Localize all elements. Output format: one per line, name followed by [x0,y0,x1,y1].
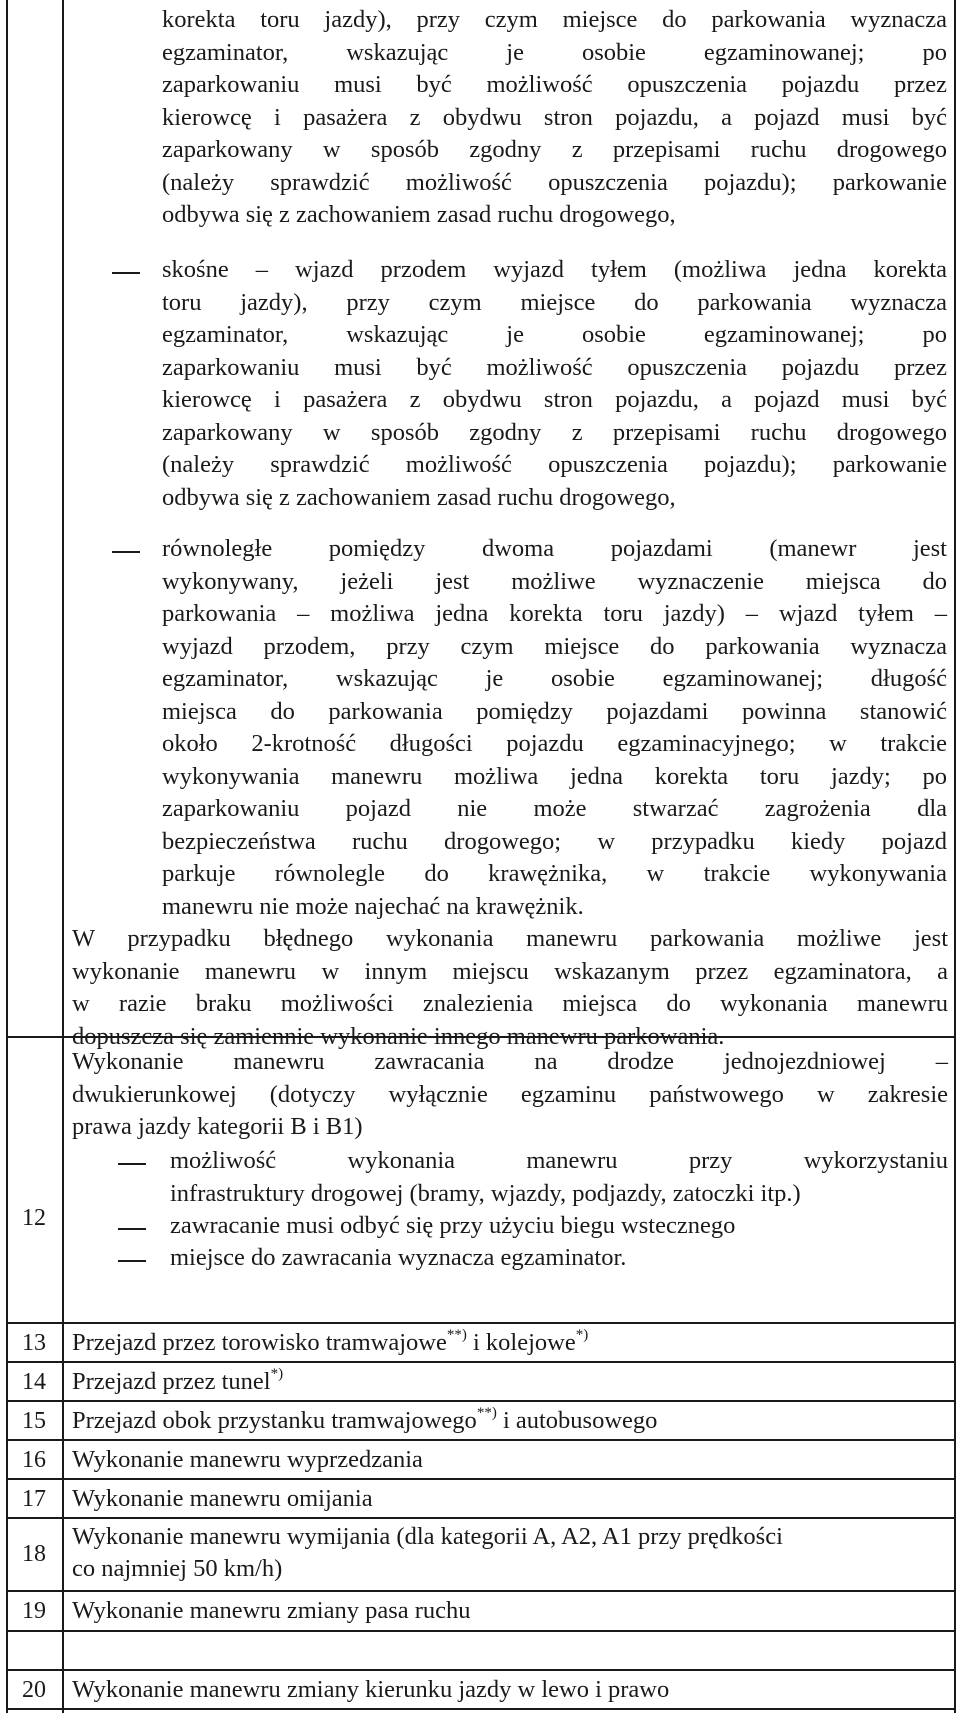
parking-item-skosne: skośne – wjazd przodem wyjazd tyłem (możliwa jedna korekta toru jazdy), przy czym miejsce do parkowania wyznacza egzaminator, wskazując je osobie egzaminowanej; po zaparkowaniu musi być możliwość opuszczenia pojazdu przez kierowcę i pasażera z obydwu stron pojazdu, a pojazd musi być zaparkowany w sposób zgodny z przepisami ruchu drogowego (należy sprawdzić możliwość opuszczenia pojazdu); parkowanie odbywa się z zachowaniem zasad ruchu drogowego, [162,256,947,511]
row-text-tram-rail-crossing: Przejazd przez torowisko tramwajowe**) i kolejowe*) [72,1326,589,1356]
row-number: 19 [22,1598,46,1624]
row-text-direction-change: Wykonanie manewru zmiany kierunku jazdy w lewo i prawo [72,1676,670,1703]
u-turn-bullet-place: miejsce do zawracania wyznacza egzaminator. [170,1244,627,1271]
row-divider [6,1517,956,1519]
table-right-border [954,0,956,1713]
row-divider [6,1669,956,1671]
row-divider [6,1361,956,1363]
row-number: 13 [22,1330,46,1356]
row-text-avoiding: Wykonanie manewru omijania [72,1485,373,1512]
parking-item-rownolegle: równoległe pomiędzy dwoma pojazdami (manewr jest wykonywany, jeżeli jest możliwe wyznaczenie miejsca do parkowania – możliwa jedna korekta toru jazdy) – wjazd tyłem – wyjazd przodem, przy czym miejsce do parkowania wyznacza egzaminator, wskazując je osobie egzaminowanej; długość miejsca do parkowania pomiędzy pojazdami powinna stanowić około 2-krotność długości pojazdu egzaminacyjnego; w trakcie wykonywania manewru możliwa jedna korekta toru jazdy; po zaparkowaniu pojazd nie może stwarzać zagrożenia dla bezpieczeństwa ruchu drogowego; w przypadku kiedy pojazd parkuje równolegle do krawężnika, w trakcie wykonywania manewru nie może najechać na krawężnik. [162,535,947,920]
row-number: 18 [22,1541,46,1567]
row-number: 17 [22,1486,46,1512]
bullet-dash [118,1163,146,1165]
table-bottom-border [6,1708,956,1710]
bullet-dash [118,1260,146,1262]
row-text-passing: Wykonanie manewru wymijania (dla kategorii A, A2, A1 przy prędkości co najmniej 50 km/h) [72,1523,783,1582]
u-turn-bullet-reverse-gear: zawracanie musi odbyć się przy użyciu biegu wstecznego [170,1212,736,1239]
row-text-overtaking: Wykonanie manewru wyprzedzania [72,1446,423,1473]
row-divider [6,1322,956,1324]
row-number: 16 [22,1447,46,1473]
row-text-stop-passing: Przejazd obok przystanku tramwajowego**) i autobusowego [72,1404,658,1434]
u-turn-intro: Wykonanie manewru zawracania na drodze jednojezdniowej – dwukierunkowej (dotyczy wyłącznie egzaminu państwowego w zakresie prawa jazdy kategorii B i B1) [72,1048,948,1140]
bullet-dash [112,272,140,274]
row-number: 20 [22,1677,46,1703]
bullet-dash [118,1228,146,1230]
parking-note: W przypadku błędnego wykonania manewru parkowania możliwe jest wykonanie manewru w innym miejscu wskazanym przez egzaminatora, a w razie braku możliwości znalezienia miejsca do wykonania manewru dopuszcza się zamiennie wykonanie innego manewru parkowania. [72,925,948,1050]
row-divider [6,1630,956,1632]
row-divider [6,1478,956,1480]
row-number: 15 [22,1408,46,1434]
row-divider [6,1590,956,1592]
bullet-dash [112,551,140,553]
u-turn-bullet-infrastructure: możliwość wykonania manewru przy wykorzystaniu infrastruktury drogowej (bramy, wjazdy, podjazdy, zatoczki itp.) [170,1147,948,1207]
parking-item-continuation: korekta toru jazdy), przy czym miejsce do parkowania wyznacza egzaminator, wskazując je osobie egzaminowanej; po zaparkowaniu musi być możliwość opuszczenia pojazdu przez kierowcę i pasażera z obydwu stron pojazdu, a pojazd musi być zaparkowany w sposób zgodny z przepisami ruchu drogowego (należy sprawdzić możliwość opuszczenia pojazdu); parkowanie odbywa się z zachowaniem zasad ruchu drogowego, [162,6,947,228]
row-number: 12 [22,1205,46,1231]
row-divider [6,1400,956,1402]
row-number: 14 [22,1369,46,1395]
row-text-lane-change: Wykonanie manewru zmiany pasa ruchu [72,1597,471,1624]
row-text-tunnel: Przejazd przez tunel*) [72,1365,284,1395]
row-divider [6,1439,956,1441]
